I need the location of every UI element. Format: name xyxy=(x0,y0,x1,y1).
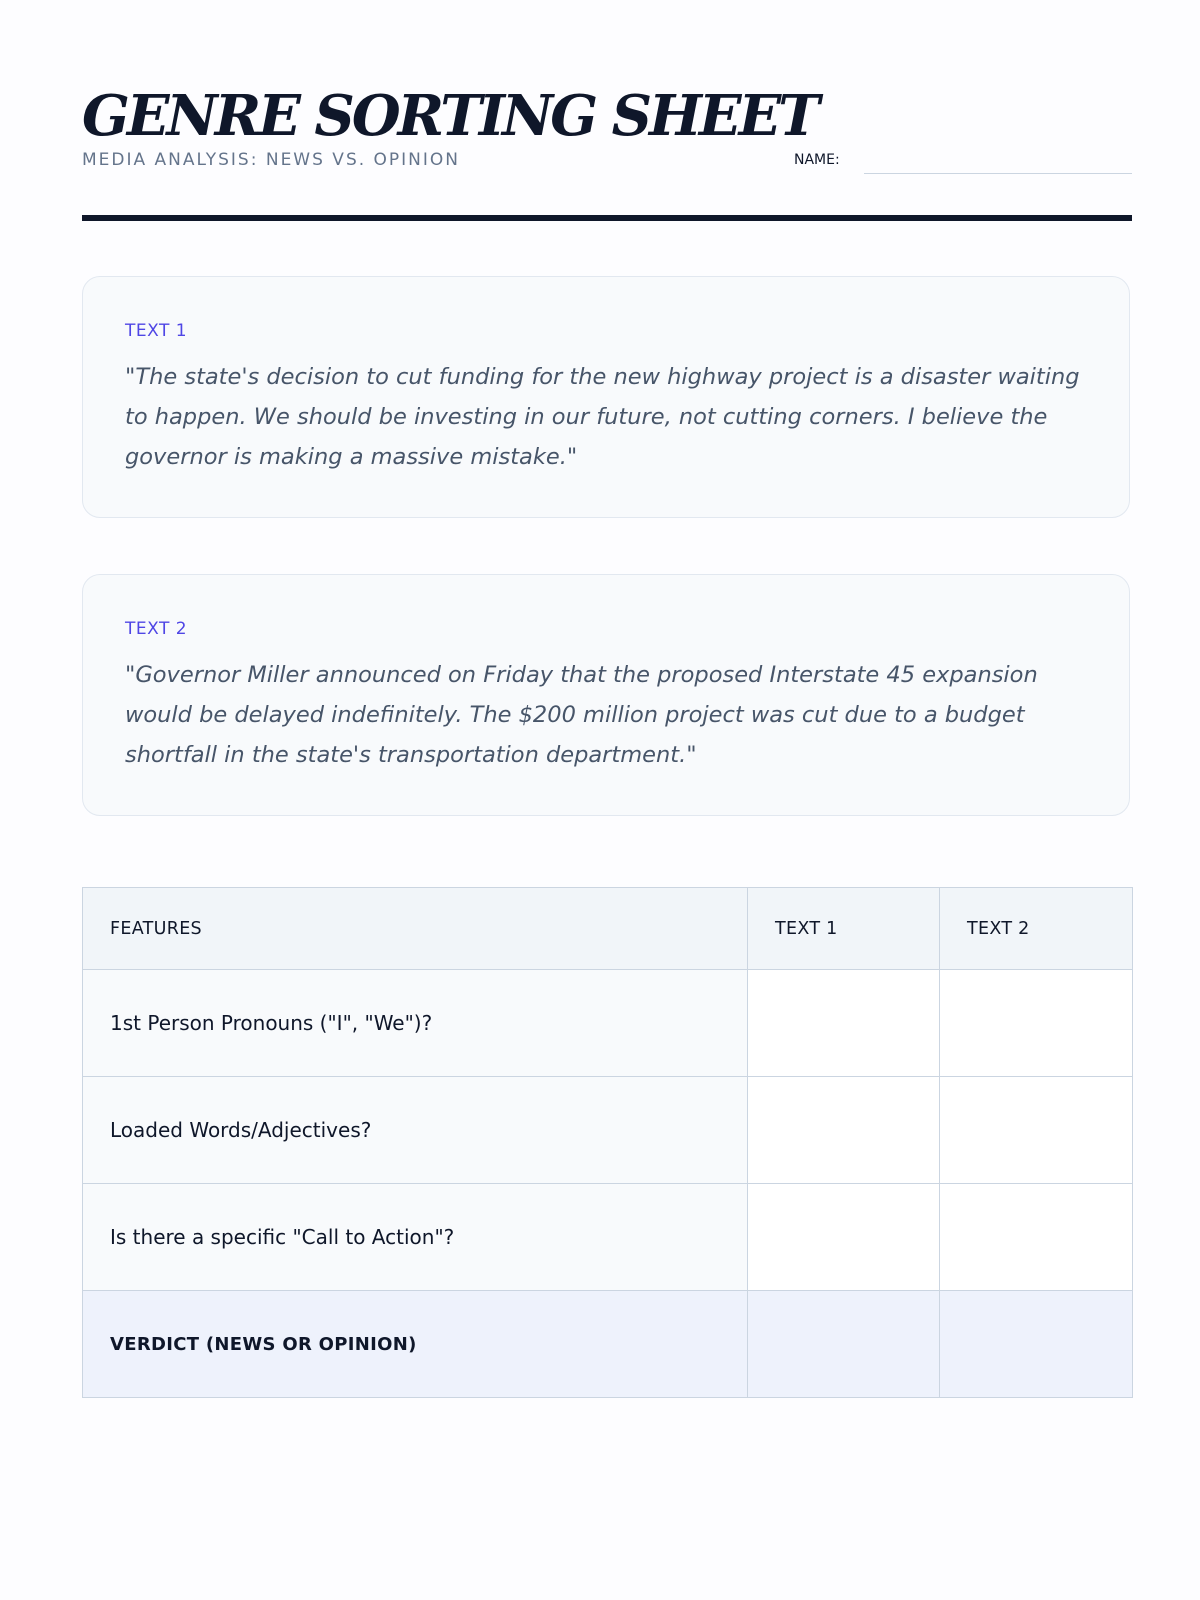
table-row xyxy=(83,1184,1133,1291)
answer-cell-text-2[interactable] xyxy=(940,1077,1133,1184)
feature-label: 1st Person Pronouns ("I", "We")? xyxy=(83,970,748,1077)
column-header-text-2: TEXT 2 xyxy=(940,888,1133,970)
verdict-row xyxy=(83,1291,1133,1398)
table-row xyxy=(83,970,1133,1077)
passage-card-text-1 xyxy=(82,276,1130,518)
table-row xyxy=(83,1077,1133,1184)
verdict-cell-text-2[interactable] xyxy=(940,1291,1133,1398)
header-divider xyxy=(82,215,1132,221)
verdict-cell-text-1[interactable] xyxy=(748,1291,940,1398)
features-table xyxy=(82,887,1133,1398)
passage-card-text-2 xyxy=(82,574,1130,816)
answer-cell-text-1[interactable] xyxy=(748,970,940,1077)
passage-label: TEXT 2 xyxy=(125,619,188,639)
page-title: GENRE SORTING SHEET xyxy=(82,83,817,149)
answer-cell-text-2[interactable] xyxy=(940,970,1133,1077)
name-label: NAME: xyxy=(794,152,840,168)
answer-cell-text-1[interactable] xyxy=(748,1184,940,1291)
passage-quote: "Governor Miller announced on Friday that the proposed Interstate 45 expansion would be delayed indefinitely. The $200 million project was cut due to a budget shortfall in the state's transportation department." xyxy=(125,662,1038,768)
passage-quote: "The state's decision to cut funding for the new highway project is a disaster waiting to happen. We should be investing in our future, not cutting corners. I believe the governor is making a massive mistake." xyxy=(125,364,1080,470)
column-header-text-1: TEXT 1 xyxy=(748,888,940,970)
page-subtitle: MEDIA ANALYSIS: NEWS VS. OPINION xyxy=(82,150,461,170)
name-field[interactable] xyxy=(864,173,1132,174)
verdict-label: VERDICT (NEWS OR OPINION) xyxy=(83,1291,748,1398)
feature-label: Is there a specific "Call to Action"? xyxy=(83,1184,748,1291)
column-header-features: FEATURES xyxy=(83,888,748,970)
passage-label: TEXT 1 xyxy=(125,321,188,341)
feature-label: Loaded Words/Adjectives? xyxy=(83,1077,748,1184)
answer-cell-text-2[interactable] xyxy=(940,1184,1133,1291)
answer-cell-text-1[interactable] xyxy=(748,1077,940,1184)
table-header-row xyxy=(83,888,1133,970)
